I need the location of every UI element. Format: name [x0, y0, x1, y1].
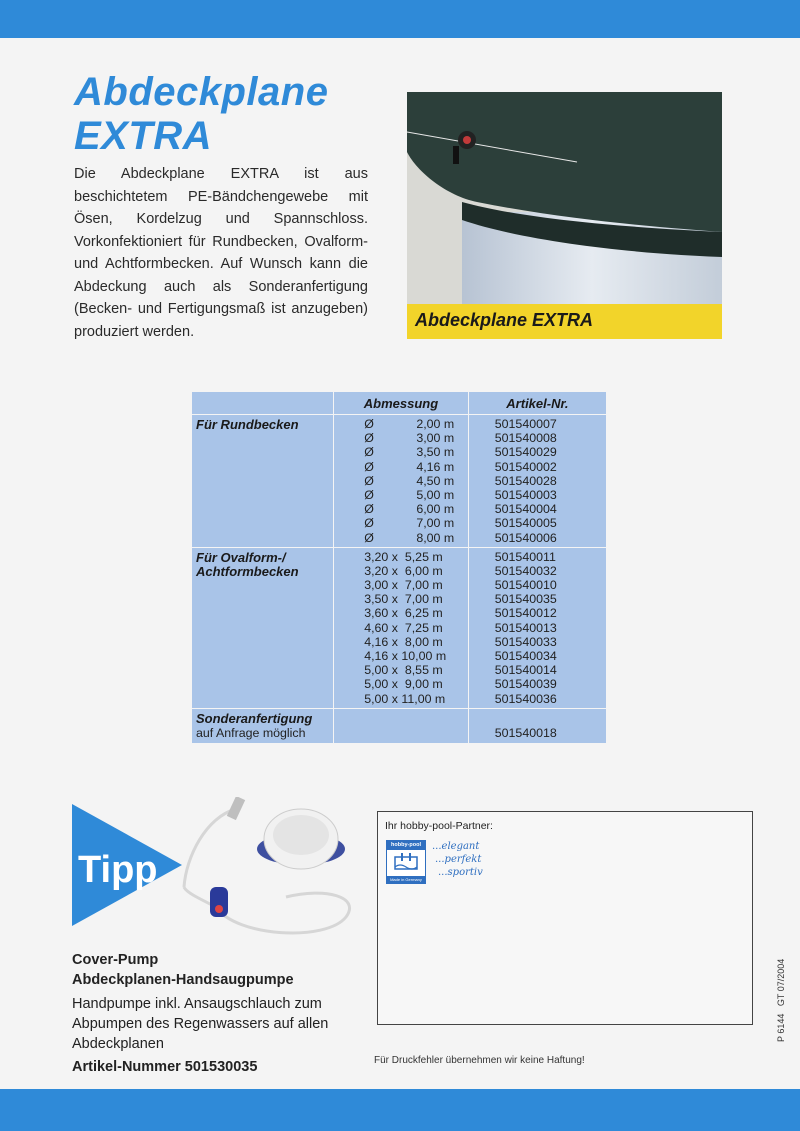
- oval-articles: [468, 547, 606, 708]
- table-row: 4,16 x 8,00 m: [364, 634, 443, 649]
- hobby-pool-logo: [386, 840, 426, 884]
- oval-dimensions: [334, 547, 469, 708]
- article-number: 501540029: [494, 445, 557, 460]
- table-row: 3,20 x 5,25 m: [364, 549, 443, 564]
- product-description: Handpumpe inkl. Ansaugschlauch zum Abpumpen des Regenwassers auf allen Abdeckplanen: [72, 996, 329, 1052]
- round-section-row: [192, 415, 607, 548]
- table-row: Ø 4,16 m: [364, 459, 455, 474]
- table-row: 3,20 x 6,00 m: [364, 563, 443, 578]
- oval-section-row: [192, 547, 607, 708]
- slogan-line: ...sportiv: [438, 867, 483, 878]
- tipp-label: Tipp: [78, 849, 158, 891]
- article-number: 501540035: [494, 592, 557, 607]
- round-articles: [468, 415, 606, 548]
- article-number: 501540008: [494, 431, 557, 446]
- table-row: 4,60 x 7,25 m: [364, 620, 443, 635]
- custom-section-subtitle: auf Anfrage möglich: [196, 725, 306, 740]
- title-line-2: EXTRA: [74, 114, 213, 158]
- table-row: Ø 6,00 m: [364, 502, 455, 517]
- article-number: 501540004: [494, 502, 557, 517]
- table-row: Ø 3,00 m: [364, 431, 455, 446]
- slogan-line: ...elegant: [432, 841, 480, 852]
- custom-section-title: Sonderanfertigung: [196, 710, 313, 726]
- header-dimension: Abmessung: [334, 392, 469, 415]
- header-section: [192, 392, 334, 415]
- document-code: P 6144 GT 07/2004: [776, 958, 786, 1042]
- table-header-row: [192, 392, 607, 415]
- slogan-line: ...perfekt: [435, 854, 482, 865]
- product-name-2: Abdeckplanen-Handsaugpumpe: [72, 972, 294, 988]
- product-article-number: Artikel-Nummer 501530035: [72, 1059, 258, 1075]
- article-number: 501540003: [494, 487, 557, 502]
- table-row: 3,50 x 7,00 m: [364, 592, 443, 607]
- table-row: 5,00 x 9,00 m: [364, 677, 443, 692]
- disclaimer: Für Druckfehler übernehmen wir keine Haftung!: [374, 1055, 585, 1066]
- round-dimensions: [334, 415, 469, 548]
- table-row: 4,16 x 10,00 m: [364, 649, 447, 663]
- table-row: Ø 3,50 m: [364, 445, 455, 460]
- spec-table: [191, 391, 607, 744]
- article-number: 501540018: [494, 725, 557, 740]
- custom-dimension: [334, 708, 469, 743]
- partner-slogan: [432, 840, 483, 879]
- oval-section-title-1: Für Ovalform-/: [196, 549, 286, 565]
- article-number: 501540013: [494, 620, 557, 635]
- custom-section-row: [192, 708, 607, 743]
- pump-image: [176, 797, 366, 945]
- photo-caption: [407, 304, 722, 339]
- tipp-badge: [72, 804, 182, 926]
- photo-caption-text: Abdeckplane EXTRA: [415, 310, 594, 330]
- table-row: Ø 5,00 m: [364, 487, 455, 502]
- partner-box: [377, 811, 753, 1025]
- article-number: 501540014: [494, 663, 557, 678]
- article-number: 501540012: [494, 606, 557, 621]
- table-row: 5,00 x 11,00 m: [364, 691, 446, 706]
- article-number: 501540034: [494, 649, 557, 663]
- product-name-1: Cover-Pump: [72, 952, 159, 968]
- table-row: 3,00 x 7,00 m: [364, 578, 443, 593]
- logo-bottom-text: Made in Germany: [387, 876, 425, 883]
- oval-section-title-2: Achtformbecken: [196, 563, 299, 579]
- article-number: 501540036: [494, 691, 557, 706]
- partner-label: Ihr hobby-pool-Partner:: [385, 820, 493, 832]
- top-color-bar: [0, 0, 800, 38]
- article-number: 501540006: [494, 530, 557, 545]
- article-number: 501540010: [494, 578, 557, 593]
- round-section-title: Für Rundbecken: [196, 417, 299, 432]
- title-line-1: Abdeckplane: [74, 70, 329, 114]
- bottom-color-bar: [0, 1089, 800, 1131]
- table-row: Ø 4,50 m: [364, 473, 455, 488]
- article-number: 501540039: [494, 677, 557, 692]
- table-row: 3,60 x 6,25 m: [364, 606, 443, 621]
- intro-text: Die Abdeckplane EXTRA ist aus beschichtetem PE-Bändchengewebe mit Ösen, Kordelzug und Spannschloss. Vorkonfektioniert für Rundbecken, Ovalform- und Achtformbecken. Auf Wunsch kann die Abdeckung auch als Sonderanfertigung (Becken- und Fertigungsmaß ist anzugeben) produziert werden.: [74, 166, 368, 340]
- product-photo: [407, 92, 722, 339]
- article-number: 501540028: [494, 473, 557, 488]
- article-number: 501540005: [494, 516, 557, 531]
- table-row: 5,00 x 8,55 m: [364, 663, 443, 678]
- logo-top-text: hobby-pool: [387, 841, 425, 850]
- article-number: 501540007: [494, 417, 557, 431]
- table-row: Ø 7,00 m: [364, 516, 455, 531]
- table-row: Ø 8,00 m: [364, 530, 455, 545]
- article-number: 501540032: [494, 563, 557, 578]
- table-row: Ø 2,00 m: [364, 417, 455, 431]
- article-number: 501540033: [494, 634, 557, 649]
- page-title: [74, 70, 328, 158]
- article-number: 501540002: [494, 459, 557, 474]
- product-info: [72, 950, 372, 1077]
- article-number: 501540011: [494, 549, 556, 564]
- header-article: Artikel-Nr.: [468, 392, 606, 415]
